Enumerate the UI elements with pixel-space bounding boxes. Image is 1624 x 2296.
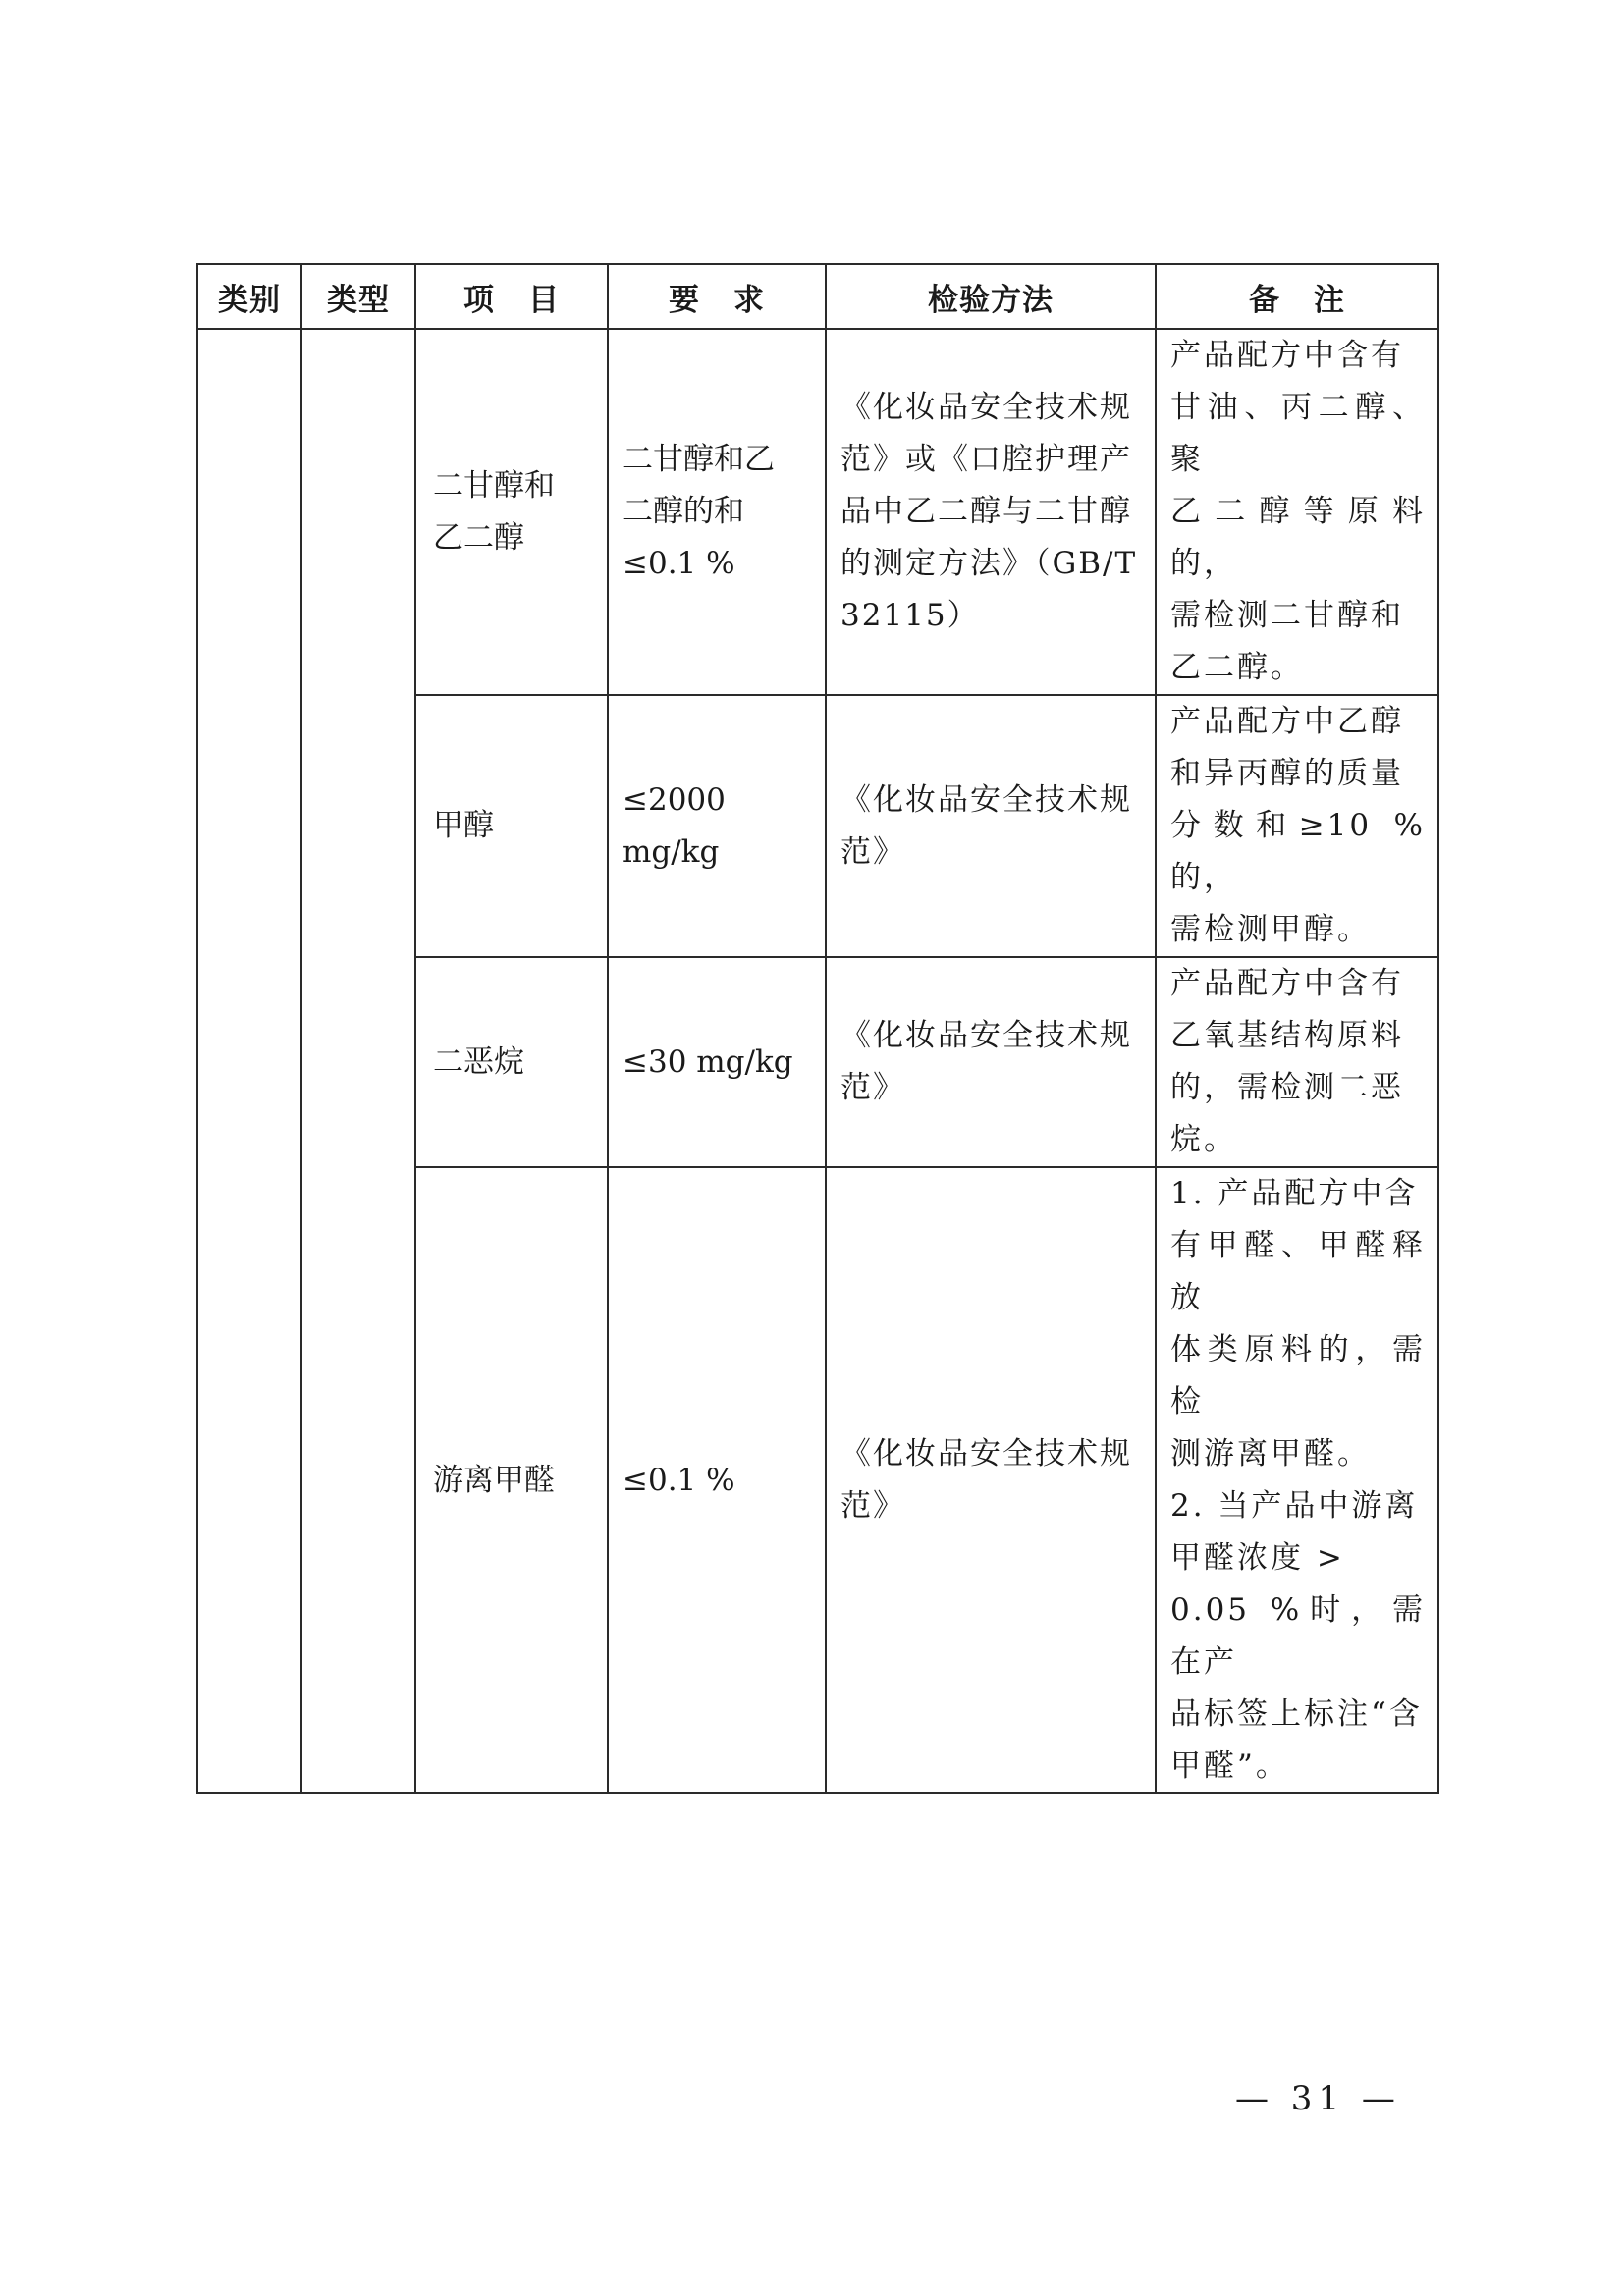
note-line: 分数和≥10 %的， <box>1170 808 1426 895</box>
method-line: 32115） <box>840 598 980 633</box>
note-line: 和异丙醇的质量 <box>1170 756 1404 791</box>
category-cell <box>197 329 301 1793</box>
table-row <box>197 329 1438 695</box>
note-line: 乙二醇等原料的， <box>1170 494 1426 581</box>
method-line: 范》 <box>840 1070 905 1105</box>
method-line: 的测定方法》（GB/T <box>840 546 1138 581</box>
method-cell <box>826 1167 1156 1793</box>
header-notes: 备 注 <box>1156 264 1438 329</box>
requirement-line: ≤0.1 % <box>623 546 735 581</box>
note-cell <box>1156 329 1438 695</box>
requirement-cell <box>608 695 826 957</box>
note-line: 乙二醇。 <box>1170 650 1304 685</box>
method-cell <box>826 329 1156 695</box>
type-cell <box>301 329 415 1793</box>
note-cell <box>1156 957 1438 1167</box>
header-item: 项 目 <box>415 264 608 329</box>
cosmetic-requirements-table <box>196 263 1439 1794</box>
method-line: 范》 <box>840 833 905 870</box>
item-cell <box>415 1167 608 1793</box>
note-line: 2. 当产品中游离 <box>1170 1488 1419 1523</box>
method-line: 《化妆品安全技术规 <box>840 781 1132 818</box>
method-line: 《化妆品安全技术规 <box>840 1018 1132 1053</box>
item-line: 二甘醇和 <box>433 467 555 504</box>
page-number: — 31 — <box>1235 2079 1401 2118</box>
method-line: 品中乙二醇与二甘醇 <box>840 494 1132 529</box>
method-cell <box>826 957 1156 1167</box>
item-line: 游离甲醛 <box>433 1462 555 1498</box>
header-requirement: 要 求 <box>608 264 826 329</box>
note-line: 品标签上标注“含 <box>1170 1696 1423 1732</box>
note-line: 乙氧基结构原料 <box>1170 1018 1404 1053</box>
note-cell <box>1156 1167 1438 1793</box>
item-cell <box>415 329 608 695</box>
note-line: 烷。 <box>1170 1122 1237 1157</box>
note-line: 测游离甲醛。 <box>1170 1436 1371 1471</box>
requirement-cell <box>608 957 826 1167</box>
note-line: 甘油、丙二醇、聚 <box>1170 390 1426 477</box>
requirement-line: 二醇的和 <box>623 494 744 529</box>
note-line: 产品配方中含有 <box>1170 338 1404 373</box>
note-line: 甲醛”。 <box>1170 1748 1289 1784</box>
header-test-method: 检验方法 <box>826 264 1156 329</box>
method-line: 范》 <box>840 1488 905 1523</box>
method-line: 范》或《口腔护理产 <box>840 442 1132 477</box>
note-line: 的，需检测二恶 <box>1170 1070 1404 1105</box>
item-cell <box>415 695 608 957</box>
requirement-line: ≤0.1 % <box>623 1462 735 1498</box>
note-line: 需检测甲醇。 <box>1170 912 1371 947</box>
note-line: 产品配方中乙醇 <box>1170 704 1404 739</box>
header-type: 类型 <box>301 264 415 329</box>
method-cell <box>826 695 1156 957</box>
requirement-line: 二甘醇和乙 <box>623 442 775 477</box>
requirement-cell <box>608 329 826 695</box>
requirement-line: ≤2000 mg/kg <box>623 781 726 870</box>
note-line: 产品配方中含有 <box>1170 966 1404 1001</box>
method-line: 《化妆品安全技术规 <box>840 390 1132 425</box>
note-cell <box>1156 695 1438 957</box>
note-line: 体类原料的，需检 <box>1170 1332 1426 1419</box>
method-line: 《化妆品安全技术规 <box>840 1436 1132 1471</box>
item-cell <box>415 957 608 1167</box>
item-line: 乙二醇 <box>433 519 524 556</box>
requirement-line: ≤30 mg/kg <box>623 1043 793 1080</box>
note-line: 甲醛浓度 > <box>1170 1540 1345 1575</box>
item-line: 甲醇 <box>433 808 494 843</box>
header-category: 类别 <box>197 264 301 329</box>
note-line: 1. 产品配方中含 <box>1170 1176 1419 1211</box>
note-line: 0.05 %时，需在产 <box>1170 1592 1426 1680</box>
note-line: 有甲醛、甲醛释放 <box>1170 1228 1426 1315</box>
requirement-cell <box>608 1167 826 1793</box>
table-header-row <box>197 264 1438 329</box>
note-line: 需检测二甘醇和 <box>1170 598 1404 633</box>
item-line: 二恶烷 <box>433 1043 524 1080</box>
